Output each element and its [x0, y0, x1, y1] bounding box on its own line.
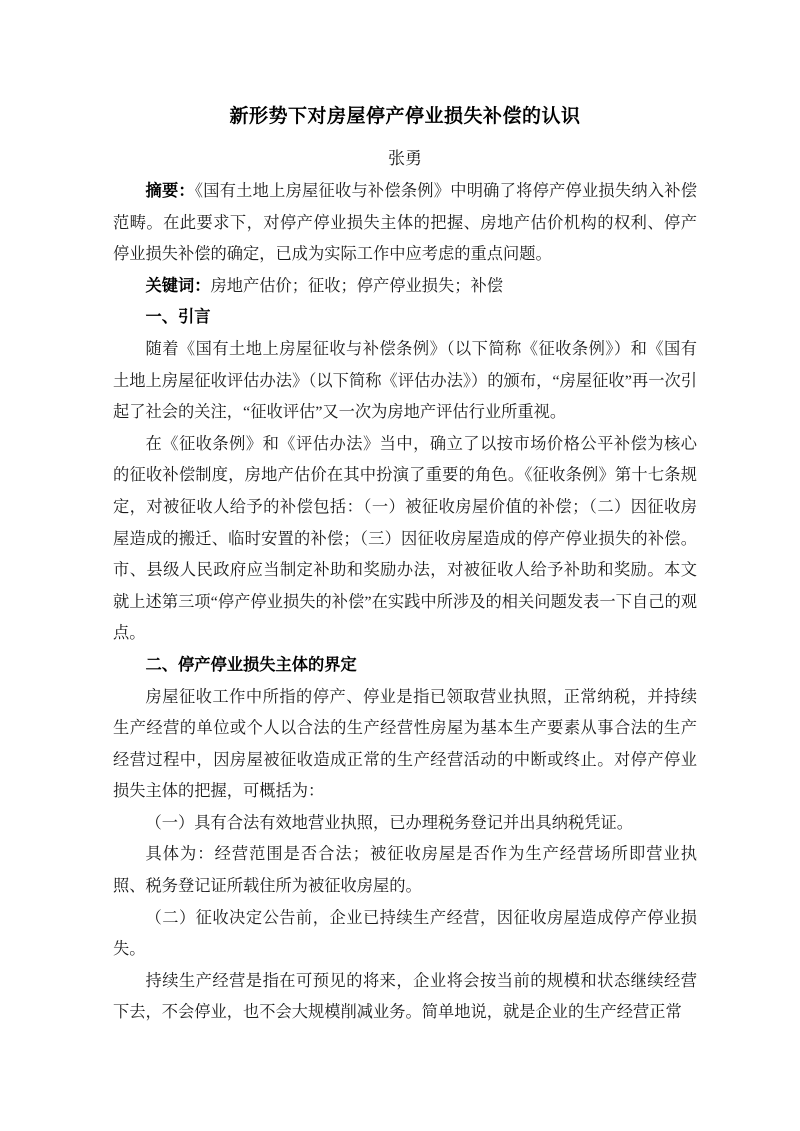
doc-author: 张勇 [388, 149, 422, 168]
doc-title: 新形势下对房屋停产停业损失补偿的认识 [229, 106, 581, 127]
paragraph: 持续生产经营是指在可预见的将来，企业将会按当前的规模和状态继续经营下去，不会停业，也不会大规模削减业务。简单地说，就是企业的生产经营正常 [113, 971, 697, 1022]
section-heading-loss-subject: 二、停产停业损失主体的界定 [145, 655, 357, 674]
abstract-label: 摘要： [145, 182, 195, 200]
abstract-line [113, 176, 697, 271]
abstract-text: 《国有土地上房屋征收与补偿条例》中明确了将停产停业损失纳入补偿范畴。在此要求下，对停产停业损失主体的把握、房地产估价机构的权利、停产停业损失补偿的确定，已成为实际工作中应考虑的重点问题。 [113, 182, 698, 264]
doc-text-block [113, 176, 697, 1029]
keywords-line [113, 271, 697, 303]
keywords-text: 房地产估价；征收；停产停业损失；补偿 [210, 276, 503, 295]
paragraph: （二）征收决定公告前，企业已持续生产经营，因征收房屋造成停产停业损失。 [113, 908, 697, 959]
paragraph: 在《征收条例》和《评估办法》当中，确立了以按市场价格公平补偿为核心的征收补偿制度，房地产估价在其中扮演了重要的角色。《征收条例》第十七条规定，对被征收人给予的补偿包括：（一）被征收房屋价值的补偿；（二）因征收房屋造成的搬迁、临时安置的补偿；（三）因征收房屋造成的停产停业损失的补偿。市、县级人民政府应当制定补助和奖励办法，对被征收人给予补助和奖励。本文就上述第三项“停产停业损失的补偿”在实践中所涉及的相关问题发表一下自己的观点。 [113, 434, 697, 643]
keywords-label: 关键词： [145, 276, 211, 295]
paragraph: 随着《国有土地上房屋征收与补偿条例》（以下简称《征收条例》）和《国有土地上房屋征收评估办法》（以下简称《评估办法》）的颁布，“房屋征收”再一次引起了社会的关注，“征收评估”又一次为房地产评估行业所重视。 [113, 339, 697, 422]
document-body [113, 104, 697, 1029]
paragraph: 房屋征收工作中所指的停产、停业是指已领取营业执照，正常纳税，并持续生产经营的单位或个人以合法的生产经营性房屋为基本生产要素从事合法的生产经营过程中，因房屋被征收造成正常的生产经营活动的中断或终止。对停产停业损失主体的把握，可概括为： [113, 687, 697, 801]
paragraph: （一）具有合法有效地营业执照，已办理税务登记并出具纳税凭证。 [145, 813, 633, 832]
section-heading-introduction: 一、引言 [145, 308, 211, 327]
paragraph: 具体为：经营范围是否合法；被征收房屋是否作为生产经营场所即营业执照、税务登记证所载住所为被征收房屋的。 [113, 845, 697, 896]
